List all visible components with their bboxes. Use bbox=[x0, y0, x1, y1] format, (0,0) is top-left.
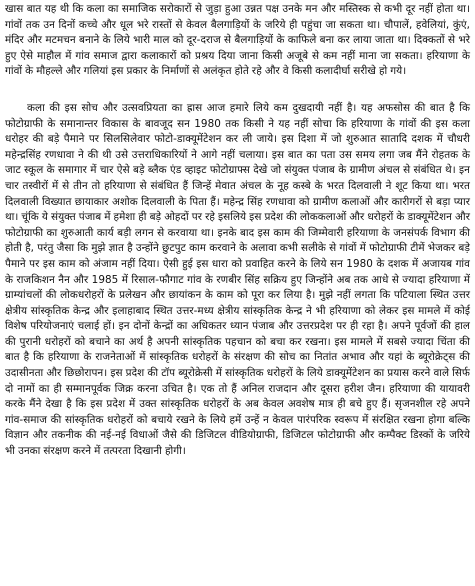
paragraph-1: खास बात यह थी कि कला का समाजिक सरोकारों से जुड़ा हुआ उन्नत पक्ष उनके मन और मस्तिस्क से कभी दूर नहीं होता था। गांवों तक उन दिनों कच्चे और धूल भरे रास्तों से केवल बैलगाड़ियों के जरिये ही पहुंचा जा सकता था। चौपालें, हवेलियां, कुंएं, मंदिर और मटमचन बनाने के लिये भारी माल को दूर-दराज से बैलगाड़ियों के काफिले बना कर लाया जाता था। दिक्कतों से भरे हुए ऐसे माहौल में गांव समाज द्वारा कलाकारों को प्रश्रय दिया जाना किसी अजूबे से कम नहीं माना जा सकता। हरियाणा के गांवों के मौहल्ले और गलियां इस प्रकार के निर्माणों से अलंकृत होते रहे और वे किसी कलादीर्घा सरीखे हो गये। bbox=[5, 3, 470, 78]
paragraph-2: कला की इस सोच और उत्सवप्रियता का ह्रास आज हमारे लिये कम दुखदायी नहीं है। यह अफसोस की बात है कि फोटोग्राफी के समानान्तर विकास के बावजूद सन 1980 तक किसी ने यह नहीं सोचा कि हरियाणा के गांवों की इस कला धरोहर की बड़े पैमाने पर सिलसिलेवार फोटो-डाक्यूमेंटेशन कर ली जाये। इस दिशा में जो शुरुआत सातादि दशक में चौधरी महेन्द्रसिंह रणधावा ने की थी उसे उत्तराधिकारियों ने आगे नहीं चलाया। इस बात का पता उस समय लगा जब मैंने रोहतक के जाट स्कूल के समागार में चार ऐसे बड़े ब्लैक एंड व्हाइट फोटोग्राफ्स देखे जो संयुक्त पंजाब के ग्रामीण अंचल से संबंधित थे। इन चार तस्वीरों में से तीन तो हरियाणा से संबंधित हैं जिन्हें मेवात अंचल के नूह कस्बे के भरत दिलवाली ने शूट किया था। भरत दिलवाली विख्यात छायाकार अशोक दिलवाली के पिता हैं। महेन्द्र सिंह रणधावा को ग्रामीण कलाओं और कारीगरों से बड़ा प्यार था। चूंकि ये संयुक्त पंजाब में हमेशा ही बड़े ओहदों पर रहे इसलिये इस प्रदेश की लोककलाओं और धरोहरों के डाक्यूमेंटेशन और फोटोग्राफी का शुरुआती कार्य बड़ी लगन से करवाया था। इनके बाद इस काम की जिम्मेवारी हरियाणा के जनसंपर्क विभाग की होती है, परंतु जैसा कि मुझे ज्ञात है उन्होंने छुटपुट काम करवाने के अलावा कभी सलीके से गांवों में फोटोग्राफी टीमें भेजकर बड़े पैमाने पर इस काम को अंजाम नहीं दिया। ऐसी हुई इस धारा को प्रवाहित करने के लिये सन 1980 के दशक में अजायब गांव के राजकिशन नैन और 1985 में रिसाल-फौगाट गांव के रणबीर सिंह सक्रिय हुए जिन्होंने अब तक आधे से ज्यादा हरियाणा में ग्राम्यांचलों की लोकधरोहरों के प्रलेखन और छायांकन के काम को पूरा कर लिया है। मुझे नहीं लगता कि पटियाला स्थित उत्तर क्षेत्रीय सांस्कृतिक केन्द्र और इलाहाबाद स्थित उत्तर-मध्य क्षेत्रीय सांस्कृतिक केन्द्र ने भी हरियाणा को लेकर इस मामले में कोई विशेष परियोजनाएं चलाई हों। इन दोनों केन्द्रों का अधिकतर ध्यान पंजाब और उत्तरप्रदेश पर ही रहा है। अपने पूर्वजों की हाल की पुरानी धरोहरों को बचाने का अर्थ है अपनी सांस्कृतिक पहचान को बचा कर रखना। इस मामले में सबसे ज्यादा चिंता की बात है कि हरियाणा के राजनेताओं में सांस्कृतिक धरोहरों के संरक्षण की सोच का नितांत अभाव और यहां के ब्यूरोक्रेट्स की उदासीनता और छिछोरापन। इस प्रदेश की टॉप ब्यूरोक्रेसी में सांस्कृतिक धरोहरों के लिये डाक्यूमेंटेशन का प्रयास करने वाले सिर्फ दो नामों का ही सम्मानपूर्वक जिक्र करना उचित है। एक तो हैं अनिल राजदान और दूसरा हरीश जैन। हरियाणा की यायावरी करके मैंने देखा है कि इस प्रदेश में उक्त सांस्कृतिक धरोहरों के अब केवल अवशेष मात्र ही बचे हुए हैं। सृजनशील रहे अपने गांव-समाज की सांस्कृतिक धरोहरों को बचाये रखने के लिये हमें उन्हें न केवल पारंपरिक स्वरूप में संरक्षित रखना होगा बल्कि विज्ञान और तकनीक की नई-नई विधाओं जैसे की डिजिटल वीडियोग्राफी, डिजिटल फोटोग्राफी और कम्पैक्ट डिस्कों के जरिये भी उनका संरक्षण करने में तत्परता दिखानी होगी। bbox=[5, 101, 470, 458]
paragraph-gap bbox=[5, 80, 470, 101]
